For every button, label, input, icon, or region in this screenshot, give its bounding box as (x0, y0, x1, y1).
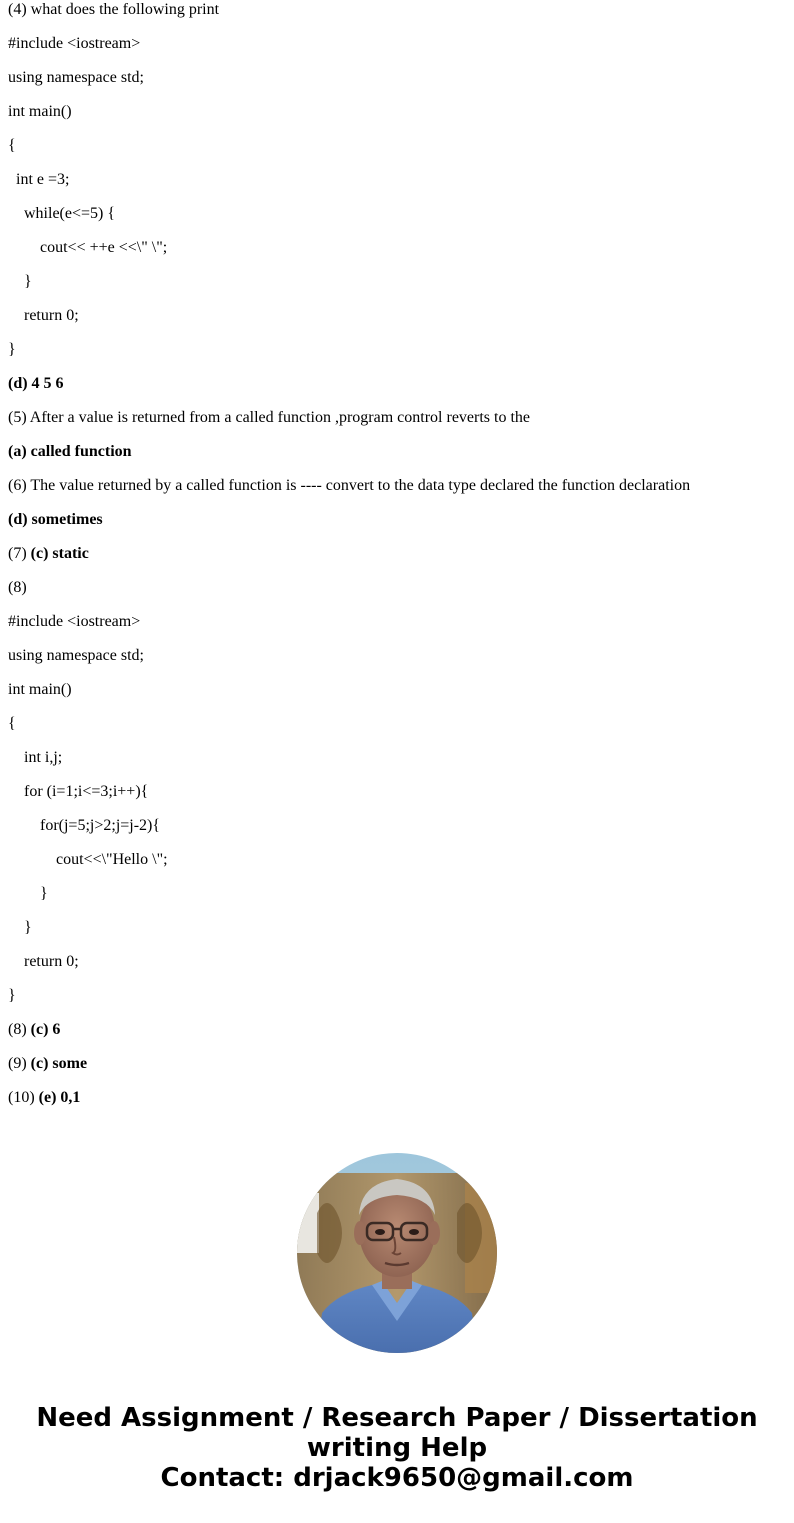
question-7-line (8, 544, 788, 578)
code-line: return 0; (24, 953, 79, 970)
answer-9: (c) some (30, 1055, 88, 1072)
question-8-text: (8) (8, 579, 27, 596)
answer-10: (e) 0,1 (38, 1089, 81, 1106)
answer-4: (d) 4 5 6 (8, 375, 64, 392)
code-line: int e =3; (16, 171, 70, 188)
avatar (297, 1153, 497, 1353)
code-line: int main() (8, 103, 72, 120)
answer-7: (c) static (30, 545, 89, 562)
code-line: #include <iostream> (8, 613, 141, 630)
footer-banner (0, 1403, 794, 1493)
question-10-number: (10) (8, 1089, 39, 1106)
question-9-answer-line (8, 1054, 788, 1088)
question-8-number: (8) (8, 1021, 31, 1038)
question-7-number: (7) (8, 545, 31, 562)
question-4-text: (4) what does the following print (8, 1, 220, 18)
question-5-text: (5) After a value is returned from a called function ,program control reverts to the (8, 409, 531, 426)
code-line: #include <iostream> (8, 35, 141, 52)
avatar-portrait (297, 1153, 497, 1353)
question-9-number: (9) (8, 1055, 31, 1072)
code-line: int main() (8, 681, 72, 698)
code-line: for(j=5;j>2;j=j-2){ (40, 817, 161, 834)
code-line: using namespace std; (8, 647, 144, 664)
code-line: } (40, 885, 48, 902)
code-line: for (i=1;i<=3;i++){ (24, 783, 149, 800)
code-line: } (8, 987, 16, 1004)
code-line: int i,j; (24, 749, 63, 766)
code-line: cout<<\"Hello \"; (56, 851, 168, 868)
code-line: } (24, 919, 32, 936)
code-line: } (24, 273, 32, 290)
question-10-answer-line (8, 1088, 788, 1122)
code-line: cout<< ++e <<\" \"; (40, 239, 168, 256)
answer-6: (d) sometimes (8, 511, 103, 528)
footer-contact: Contact: drjack9650@gmail.com (160, 1463, 634, 1493)
code-line: return 0; (24, 307, 79, 324)
code-line: using namespace std; (8, 69, 144, 86)
footer-line-1: Need Assignment / Research Paper / Dissertation (36, 1403, 758, 1433)
answer-8: (c) 6 (30, 1021, 61, 1038)
answer-5: (a) called function (8, 443, 132, 460)
document-body (8, 0, 788, 1122)
footer-line-2: writing Help (306, 1433, 488, 1463)
code-line: { (8, 715, 16, 732)
code-line: } (8, 341, 16, 358)
question-8-answer-line (8, 1020, 788, 1054)
code-line: { (8, 137, 16, 154)
question-6-text: (6) The value returned by a called function is ---- convert to the data type declared the function declaration (8, 477, 691, 494)
code-line: while(e<=5) { (24, 205, 116, 222)
